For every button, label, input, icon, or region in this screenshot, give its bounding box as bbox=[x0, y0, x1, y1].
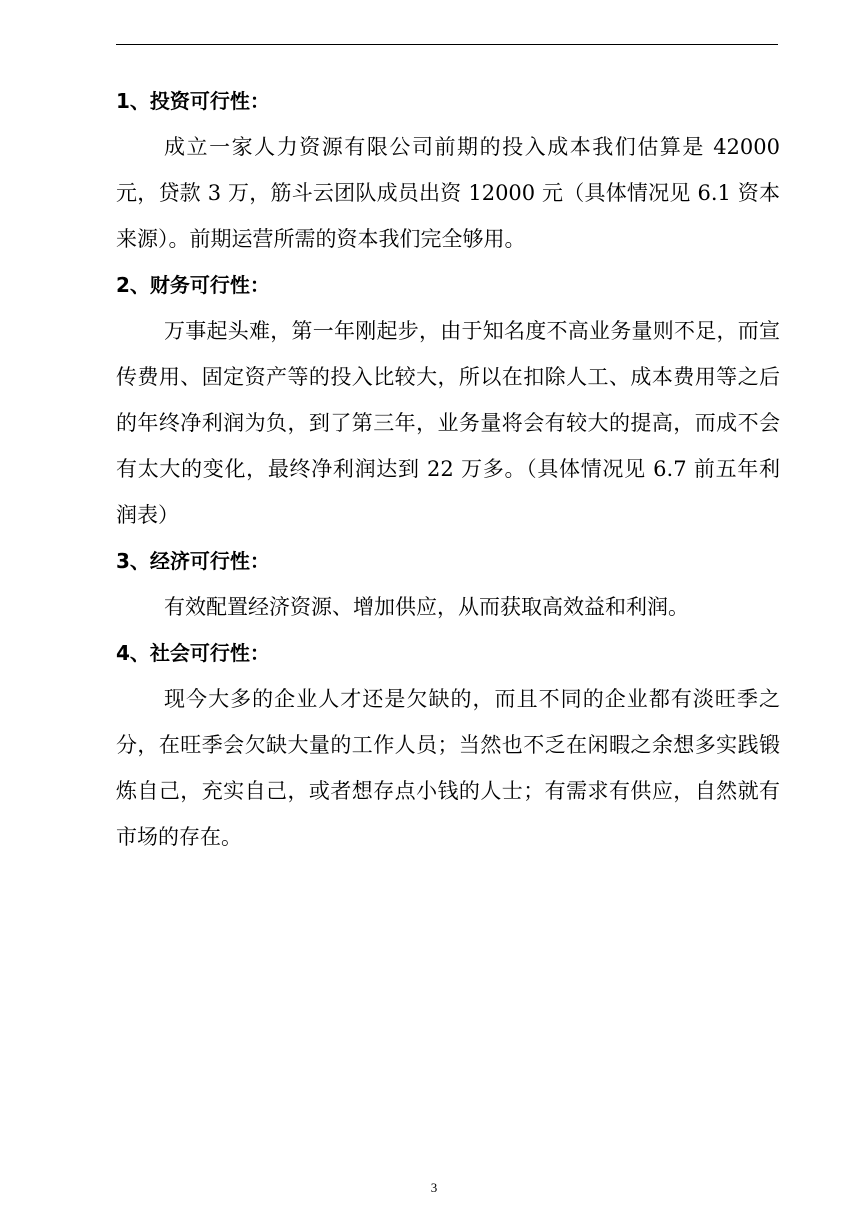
header-rule bbox=[116, 44, 778, 45]
section-economic-feasibility bbox=[116, 538, 780, 630]
section-heading: 4、社会可行性： bbox=[116, 641, 270, 665]
section-paragraph: 万事起头难，第一年刚起步，由于知名度不高业务量则不足，而宣传费用、固定资产等的投入比较大，所以在扣除人工、成本费用等之后的年终净利润为负，到了第三年，业务量将会有较大的提高，而成不会有太大的变化，最终净利润达到 22 万多。（具体情况见 6.7 前五年利润表） bbox=[116, 319, 780, 527]
section-social-feasibility bbox=[116, 630, 780, 860]
section-heading: 1、投资可行性： bbox=[116, 89, 270, 113]
section-paragraph: 有效配置经济资源、增加供应，从而获取高效益和利润。 bbox=[164, 595, 689, 619]
section-financial-feasibility bbox=[116, 262, 780, 538]
section-heading: 3、经济可行性： bbox=[116, 549, 270, 573]
section-paragraph: 现今大多的企业人才还是欠缺的，而且不同的企业都有淡旺季之分，在旺季会欠缺大量的工作人员；当然也不乏在闲暇之余想多实践锻炼自己，充实自己，或者想存点小钱的人士；有需求有供应，自然就有市场的存在。 bbox=[116, 687, 780, 849]
document-body bbox=[116, 78, 780, 860]
page-number: 3 bbox=[430, 1180, 438, 1195]
section-heading: 2、财务可行性： bbox=[116, 273, 270, 297]
section-paragraph: 成立一家人力资源有限公司前期的投入成本我们估算是 42000元，贷款 3 万，筋斗云团队成员出资 12000 元（具体情况见 6.1 资本来源）。前期运营所需的资本我们完全够用。 bbox=[116, 135, 780, 251]
section-investment-feasibility bbox=[116, 78, 780, 262]
